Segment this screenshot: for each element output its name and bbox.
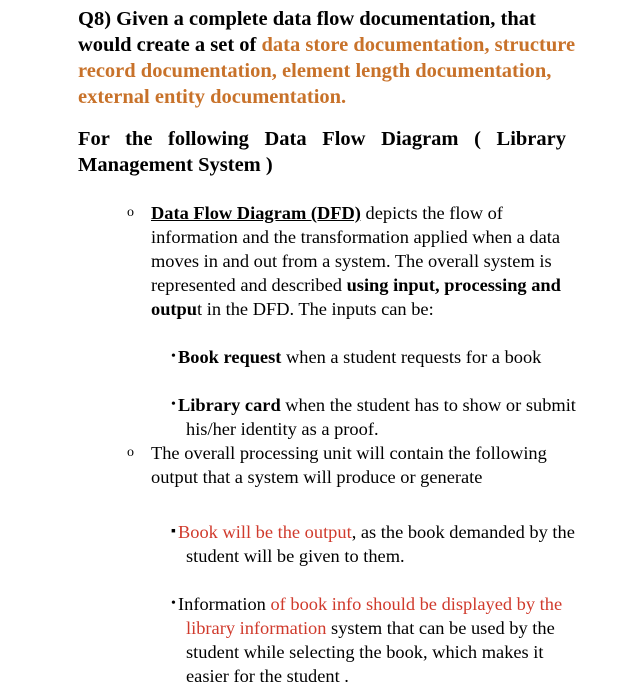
processing-paragraph: The overall processing unit will contain the following output that a system will produce or generate [151,443,547,487]
info-lead: Information [178,594,271,614]
question-heading [78,6,578,110]
book-request-item [178,345,576,369]
library-card-label: Library card [178,395,281,415]
book-request-text: when a student requests for a book [281,347,542,367]
book-output-red: Book will be the output [178,522,352,542]
book-output-item [178,520,576,568]
circle-bullet-icon: o [127,445,134,460]
question-highlight: data store documentation, structure record documentation, element length documentation, external entity documentation. [78,34,576,108]
library-card-text: when the student has to show or submit his/her identity as a proof. [186,395,576,439]
circle-bullet-icon: o [127,205,134,220]
dfd-text-2: t in the DFD. The inputs can be: [197,299,434,319]
book-request-label: Book request [178,347,282,367]
info-red: of book info should be displayed by the library information [186,594,563,638]
question-prefix: Q8) Given a complete data flow documentation, that would create a set of [78,8,536,56]
dfd-paragraph [151,201,571,321]
square-bullet-icon: ▪ [171,524,176,539]
intro-heading: For the following Data Flow Diagram ( Library Management System ) [78,128,566,176]
dfd-bold: using input, processing and outpu [151,275,561,319]
dfd-term: Data Flow Diagram (DFD) [151,203,361,223]
info-item [178,592,576,688]
info-text: system that can be used by the student while selecting the book, which makes it easier for the student . [186,618,555,686]
dot-bullet-icon: • [171,349,176,364]
dot-bullet-icon: • [171,397,176,412]
library-card-item [178,393,576,441]
dot-bullet-icon: • [171,596,176,611]
dfd-text-1: depicts the flow of information and the transformation applied when a data moves in and out from a system. The overall system is represented and described [151,203,561,295]
book-output-text: , as the book demanded by the student will be given to them. [186,522,575,566]
